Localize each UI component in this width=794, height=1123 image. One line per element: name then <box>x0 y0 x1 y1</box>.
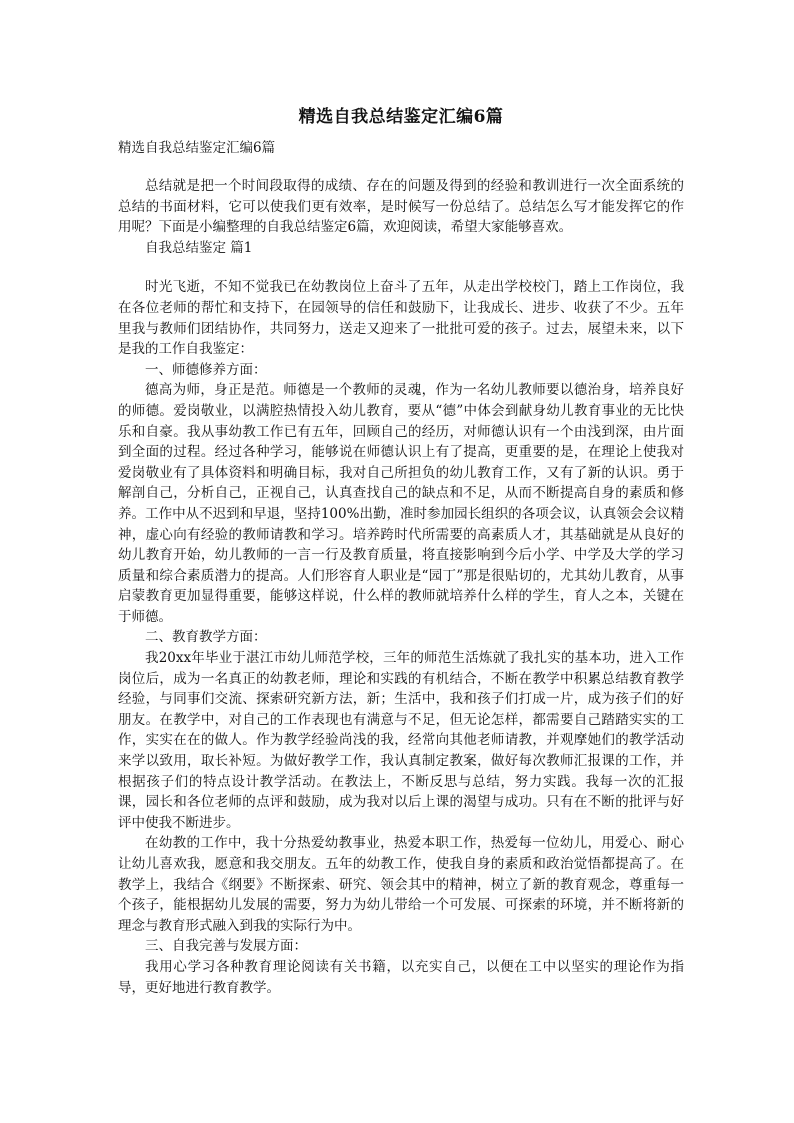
spacer <box>118 258 684 277</box>
opening-paragraph: 时光飞逝，不知不觉我已在幼教岗位上奋斗了五年，从走出学校校门，踏上工作岗位，我在各位老师的帮忙和支持下，在园领导的信任和鼓励下，让我成长、进步、收获了不少。五年里我与教师们团结协作，共同努力，送走又迎来了一批批可爱的孩子。过去，展望未来，以下是我的工作自我鉴定： <box>118 279 684 358</box>
piece-heading: 自我总结鉴定 篇1 <box>145 239 253 256</box>
section-body-development: 我用心学习各种教育理论阅读有关书籍，以充实自己，以便在工中以坚实的理论作为指导，更好地进行教育教学。 <box>118 958 684 996</box>
document-subtitle: 精选自我总结鉴定汇编6篇 <box>118 140 276 156</box>
section-body-teaching: 我20xx年毕业于湛江市幼儿师范学校，三年的师范生活炼就了我扎实的基本功，进入工作岗位后，成为一名真正的幼教老师，理论和实践的有机结合，不断在教学中积累总结教育教学经验，与同事们交流、探索研究新方法，新；生活中，我和孩子们打成一片，成为孩子们的好朋友。在教学中，对自己的工作表现也有满意与不足，但无论怎样，都需要自己踏踏实实的工作，实实在在的做人。作为教学经验尚浅的我，经常向其他老师请教，并观摩她们的教学活动来学以致用，取长补短。为做好教学工作，我认真制定教案，做好每次教师汇报课的工作，并根据孩子们的特点设计教学活动。在教法上，不断反思与总结，努力实践。我每一次的汇报课，园长和各位老师的点评和鼓励，成为我对以后上课的渴望与成功。只有在不断的批评与好评中使我不断进步。 <box>118 650 684 831</box>
section-body-ethics: 德高为师，身正是范。师德是一个教师的灵魂，作为一名幼儿教师要以德治身，培养良好的师德。爱岗敬业，以满腔热情投入幼儿教育，要从“德”中体会到献身幼儿教育事业的无比快乐和自豪。我从事幼教工作已有五年，回顾自己的经历，对师德认识有一个由浅到深，由片面到全面的过程。经过各种学习，能够说在师德认识上有了提高，更重要的是，在理论上使我对爱岗敬业有了具体资料和明确目标，我对自己所担负的幼儿教育工作，又有了新的认识。勇于解剖自己，分析自己，正视自己，认真查找自己的缺点和不足，从而不断提高自身的素质和修养。工作中从不迟到和早退，坚持100%出勤，准时参加园长组织的各项会议，认真领会会议精神，虚心向有经验的教师请教和学习。培养跨时代所需要的高素质人才，其基础就是从良好的幼儿教育开始，幼儿教师的一言一行及教育质量，将直接影响到今后小学、中学及大学的学习质量和综合素质潜力的提高。人们形容育人职业是“园丁”那是很贴切的，尤其幼儿教育，从事启蒙教育更加显得重要，能够这样说，什么样的教师就培养什么样的学生，育人之本，关键在于师德。 <box>118 382 684 625</box>
section-body-teaching-2: 在幼教的工作中，我十分热爱幼教事业，热爱本职工作，热爱每一位幼儿，用爱心、耐心让幼儿喜欢我，愿意和我交朋友。五年的幼教工作，使我自身的素质和政治觉悟都提高了。在教学上，我结合《纲要》不断探索、研究、领会其中的精神，树立了新的教育观念，尊重每一个孩子，能根据幼儿发展的需要，努力为幼儿带给一个可发展、可探索的环境，并不断将新的理念与教育形式融入到我的实际行为中。 <box>118 835 684 934</box>
document-title: 精选自我总结鉴定汇编6篇 <box>298 107 504 127</box>
section-heading-development: 三、自我完善与发展方面： <box>145 938 307 955</box>
document-page <box>118 104 684 998</box>
section-heading-teaching: 二、教育教学方面： <box>145 629 267 646</box>
intro-paragraph: 总结就是把一个时间段取得的成绩、存在的问题及得到的经验和教训进行一次全面系统的总结的书面材料，它可以使我们更有效率，是时候写一份总结了。总结怎么写才能发挥它的作用呢？下面是小编整理的自我总结鉴定6篇，欢迎阅读，希望大家能够喜欢。 <box>118 178 684 236</box>
section-heading-ethics: 一、师德修养方面： <box>145 361 267 378</box>
